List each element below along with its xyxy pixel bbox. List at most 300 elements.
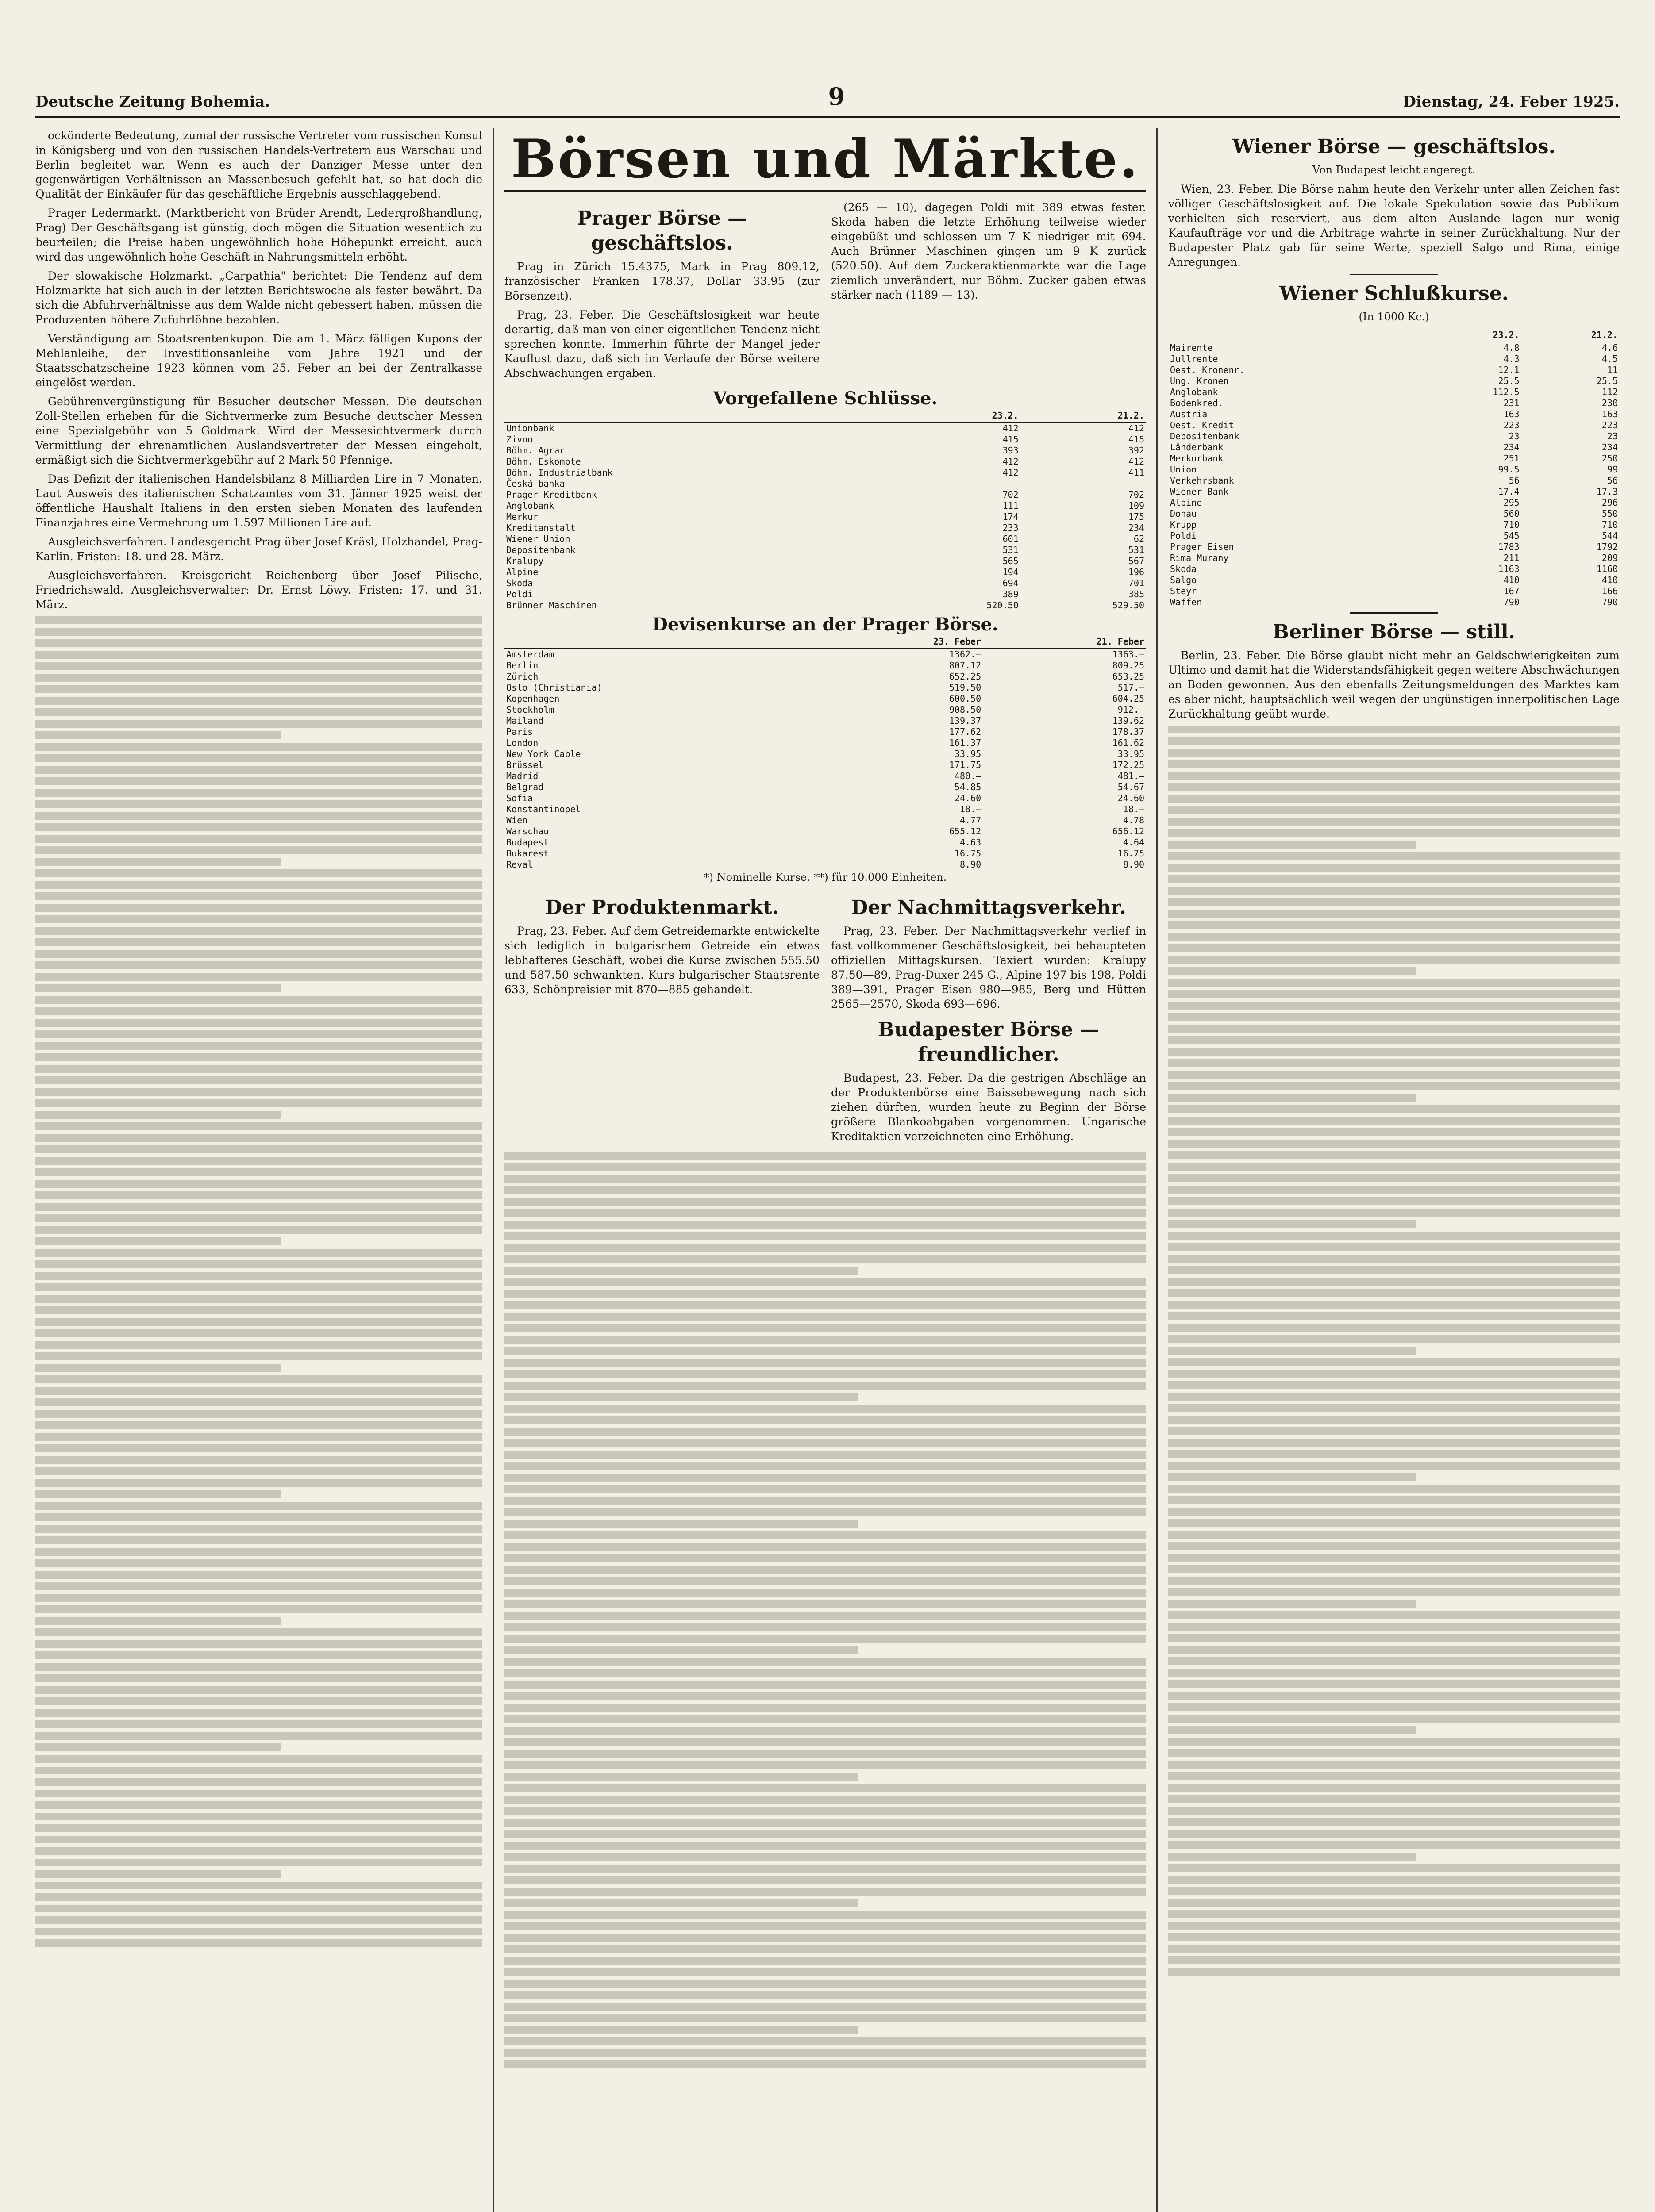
print-line (35, 1191, 482, 1199)
print-line (35, 1778, 482, 1786)
article-paragraph: Ausgleichsverfahren. Kreisgericht Reichenberg über Josef Pilische, Friedrichswald. Ausgleichsverwalter: Dr. Ernst Löwy. Fristen: 17. und 31. März. (35, 569, 482, 611)
print-line (1168, 1945, 1620, 1953)
print-line (35, 1571, 482, 1579)
table-row (1168, 409, 1620, 420)
article-paragraph: Ausgleichsverfahren. Landesgericht Prag über Josef Kräsl, Holzhandel, Prag-Karlin. Fristen: 18. und 28. März. (35, 535, 482, 563)
table-cell: Böhm. Industrialbank (506, 467, 613, 478)
print-line (1168, 967, 1416, 975)
table-cell: 412 (1002, 456, 1019, 467)
print-line (504, 1290, 1146, 1298)
print-line (504, 1865, 1146, 1873)
print-line (1168, 1059, 1620, 1067)
print-line (35, 1767, 482, 1774)
print-line (504, 1704, 1146, 1712)
table-cell: 790 (1503, 597, 1520, 607)
print-line (1168, 1404, 1620, 1412)
print-line (35, 1318, 482, 1326)
table-cell: Budapest (506, 837, 549, 848)
table-cell: Anglobank (506, 500, 554, 511)
print-line (35, 1306, 482, 1314)
table-cell: Wiener Union (506, 534, 570, 544)
article-paragraph: Wien, 23. Feber. Die Börse nahm heute den Verkehr unter allen Zeichen fast völliger Geschäftslosigkeit auf. Die lokale Spekulation sowie das Publikum verhielten sich reserviert, aus dem alten Auslande lagen nur wenig Kaufaufträge vor und die Arbitrage wahrte in seiner Zurückhaltung. Nur der Budapester Platz gab für seine Werte, speziell Salgo und Rima, einige Anregungen. (1168, 183, 1620, 269)
print-line (35, 823, 482, 831)
print-line (1168, 1910, 1620, 1918)
print-line (1168, 1473, 1416, 1481)
table-cell: 701 (1128, 578, 1144, 588)
table-row (504, 434, 1146, 445)
print-line (35, 1111, 281, 1119)
print-line (504, 1416, 1146, 1424)
table-cell: 194 (1002, 567, 1019, 577)
print-line (35, 1870, 281, 1878)
table-cell: 139.37 (949, 715, 981, 726)
print-line (1168, 841, 1416, 849)
print-line (35, 904, 482, 912)
table-cell: Depositenbank (506, 545, 576, 555)
table-cell: 655.12 (949, 826, 981, 837)
prague-heading: Prager Börse — geschäftslos. (577, 207, 747, 254)
print-line (35, 1755, 482, 1763)
print-line (35, 1525, 482, 1533)
print-line (504, 1658, 1146, 1666)
table-cell: 912.— (1117, 704, 1144, 715)
section-divider (1350, 274, 1438, 275)
table-cell: Böhm. Eskompte (506, 456, 581, 467)
print-line (1168, 1358, 1620, 1366)
table-row (1168, 575, 1620, 586)
table-row (504, 456, 1146, 467)
table-cell: 17.3 (1596, 486, 1618, 497)
table-row (1168, 431, 1620, 442)
table-cell: Berlin (506, 660, 539, 671)
table-cell: 296 (1601, 497, 1618, 508)
table-cell: 23 (1509, 431, 1520, 442)
table-cell: Merkurbank (1170, 453, 1224, 464)
table-row (504, 534, 1146, 545)
table-cell: 99 (1607, 464, 1618, 475)
print-line (35, 1467, 482, 1475)
print-line (35, 789, 482, 797)
table-row (1168, 342, 1620, 353)
table-cell: 161.37 (949, 737, 981, 748)
table-row (1168, 541, 1620, 553)
print-line (35, 1088, 482, 1096)
print-line (35, 1697, 482, 1705)
article-paragraph: Prag, 23. Feber. Auf dem Getreidemarkte entwickelte sich lediglich in bulgarischem Getreide ein etwas lebhafteres Geschäft, wobei die Kurse zwischen 555.50 und 587.50 schwankten. Kurs bulgarischer Staatsrente 633, Schönpreisier mit 870—885 gehandelt. (504, 925, 820, 996)
table-row (504, 671, 1146, 682)
print-line (504, 1244, 1146, 1252)
table-cell: Prager Kreditbank (506, 489, 597, 500)
table-cell: 517.— (1117, 682, 1144, 693)
table-cell: 166 (1601, 586, 1618, 596)
table-row (504, 793, 1146, 804)
table-cell: 234 (1601, 442, 1618, 453)
table-cell: 99.5 (1498, 464, 1520, 475)
print-line (35, 1709, 482, 1717)
print-line (35, 1732, 482, 1740)
print-line (1168, 1140, 1620, 1148)
column-right (1168, 128, 1620, 2212)
print-line (35, 800, 482, 808)
table-cell: 251 (1503, 453, 1520, 464)
table-cell: Warschau (506, 826, 549, 837)
print-line (504, 1773, 858, 1781)
table-cell: Donau (1170, 508, 1197, 519)
print-line (504, 1175, 1146, 1183)
print-line (35, 869, 482, 877)
table-cell: Prager Eisen (1170, 541, 1234, 552)
print-line (35, 1272, 482, 1280)
table-cell: 4.3 (1503, 353, 1520, 364)
print-line (35, 1203, 482, 1211)
print-line (35, 1663, 482, 1671)
print-line (1168, 1841, 1620, 1849)
print-line (35, 720, 482, 728)
print-line (1168, 1220, 1416, 1228)
berlin-heading: Berliner Börse — still. (1273, 621, 1515, 643)
nachmittag-heading: Der Nachmittagsverkehr. (851, 896, 1126, 919)
print-line (1168, 1370, 1620, 1378)
print-line (1168, 772, 1620, 780)
print-line (1168, 1289, 1620, 1297)
print-line (35, 1790, 482, 1797)
print-line (35, 1559, 482, 1567)
print-line (1168, 1151, 1620, 1159)
print-line (504, 1715, 1146, 1723)
print-line (35, 1617, 281, 1625)
devisen-table (504, 635, 1146, 870)
print-line (1168, 875, 1620, 883)
print-line (504, 1428, 1146, 1436)
table-row (504, 478, 1146, 489)
table-cell: Rima Murany (1170, 553, 1229, 563)
print-line (35, 1352, 482, 1360)
print-line (35, 1076, 482, 1084)
print-line (1168, 1025, 1620, 1033)
print-line (35, 1628, 482, 1636)
table-cell: 171.75 (949, 760, 981, 770)
print-line (504, 1566, 1146, 1574)
print-line (504, 1807, 1146, 1815)
devisen-heading: Devisenkurse an der Prager Börse. (652, 614, 998, 635)
print-line (35, 1513, 482, 1521)
print-line (1168, 1531, 1620, 1539)
print-line (35, 628, 482, 636)
print-line (504, 1796, 1146, 1804)
print-line (504, 2037, 1146, 2045)
print-line (504, 1589, 1146, 1597)
table-cell: 560 (1503, 508, 1520, 519)
table-cell: Paris (506, 726, 533, 737)
table-cell: Salgo (1170, 575, 1197, 585)
print-line (1168, 1692, 1620, 1700)
table-cell: Bodenkred. (1170, 398, 1224, 408)
print-line (1168, 1094, 1416, 1102)
table-cell: 393 (1002, 445, 1019, 456)
table-row (504, 422, 1146, 434)
table-cell: 908.50 (949, 704, 981, 715)
table-cell: Stockholm (506, 704, 554, 715)
print-line (1168, 795, 1620, 803)
print-line (504, 1784, 1146, 1792)
table-cell: 18.— (959, 804, 981, 814)
table-cell: Česká banka (506, 478, 565, 489)
table-row (504, 600, 1146, 611)
table-cell: 234 (1503, 442, 1520, 453)
print-line (35, 835, 482, 843)
print-line (1168, 1807, 1620, 1815)
print-line (35, 1398, 482, 1406)
table-cell: 694 (1002, 578, 1019, 588)
table-row (504, 737, 1146, 749)
print-line (1168, 1013, 1620, 1021)
table-cell: 112 (1601, 387, 1618, 397)
print-line (1168, 1117, 1620, 1125)
print-line (1168, 898, 1620, 906)
print-line (1168, 1232, 1620, 1240)
table-row (504, 649, 1146, 660)
table-cell: — (1139, 478, 1144, 489)
table-cell: 656.12 (1112, 826, 1144, 837)
print-line (35, 1364, 281, 1372)
page-number: 9 (828, 82, 845, 111)
newspaper-page (35, 53, 1620, 2212)
print-line (1168, 1450, 1620, 1458)
table-row (504, 804, 1146, 815)
print-line (1168, 1324, 1620, 1332)
table-row (1168, 420, 1620, 431)
table-row (504, 760, 1146, 771)
table-row (504, 782, 1146, 793)
table-cell: 172.25 (1112, 760, 1144, 770)
print-line (35, 743, 482, 751)
print-line (504, 1336, 1146, 1344)
table-cell: 231 (1503, 398, 1520, 408)
table-cell: 33.95 (954, 749, 981, 759)
table-cell: 4.78 (1123, 815, 1144, 826)
print-line (504, 1324, 1146, 1332)
print-line (35, 1674, 482, 1682)
table-cell: Poldi (1170, 530, 1197, 541)
print-line (35, 1479, 482, 1487)
print-line (1168, 1657, 1620, 1665)
print-line (1168, 921, 1620, 929)
print-line (1168, 1174, 1620, 1182)
table-cell: 163 (1601, 409, 1618, 419)
schlusskurse-table (1168, 329, 1620, 608)
print-line (35, 1042, 482, 1050)
table-cell: Jullrente (1170, 353, 1218, 364)
schluesse-heading: Vorgefallene Schlüsse. (713, 388, 938, 409)
table-row (1168, 365, 1620, 376)
table-cell: 415 (1002, 434, 1019, 445)
print-line (35, 1157, 482, 1165)
print-line (504, 1221, 1146, 1229)
table-cell: Madrid (506, 771, 539, 781)
print-line (1168, 1128, 1620, 1136)
print-line (35, 1030, 482, 1038)
table-cell: 412 (1128, 456, 1144, 467)
print-line (504, 1612, 1146, 1620)
table-cell: 11 (1607, 365, 1618, 375)
table-cell: Brünner Maschinen (506, 600, 597, 611)
print-line (504, 1888, 1146, 1896)
column-header: 23.2. (1423, 329, 1521, 342)
text-fill (1168, 726, 1620, 1976)
print-line (35, 639, 482, 647)
table-cell: 389 (1002, 589, 1019, 599)
print-line (35, 651, 482, 659)
table-cell: 529.50 (1112, 600, 1144, 611)
table-cell: 412 (1002, 467, 1019, 478)
table-row (504, 682, 1146, 693)
table-row (1168, 497, 1620, 508)
print-line (35, 731, 281, 739)
table-cell: 604.25 (1112, 693, 1144, 704)
print-line (1168, 1784, 1620, 1792)
column-header (504, 409, 894, 422)
print-line (35, 1007, 482, 1015)
article-paragraph: Das Defizit der italienischen Handelsbilanz 8 Milliarden Lire in 7 Monaten. Laut Ausweis des italienischen Schatzamtes vom 31. Jänner 1925 weist der öffentliche Haushalt Italiens in den ersten sieben Monaten des laufenden Finanzjahres eine Vermehrung um 1.597 Millionen Lire auf. (35, 472, 482, 529)
print-line (504, 1232, 1146, 1240)
produkten-heading: Der Produktenmarkt. (545, 896, 779, 919)
table-cell: Mailand (506, 715, 544, 726)
table-cell: 17.4 (1498, 486, 1520, 497)
print-line (504, 1761, 1146, 1769)
table-cell: Wiener Bank (1170, 486, 1229, 497)
print-line (1168, 1381, 1620, 1389)
article-paragraph: Prager Ledermarkt. (Marktbericht von Brüder Arendt, Ledergroßhandlung, Prag) Der Geschäftsgang ist günstig, doch mögen die Situation wesentlich zu beurteilen; die Preise haben ungewöhnlich hohe Höhepunkt erreicht, auch wird das ungewöhnlich hohe Geschäft in Nahrungsmitteln erhöht. (35, 207, 482, 263)
print-line (35, 892, 482, 900)
table-row (1168, 398, 1620, 409)
vienna-subheading: Von Budapest leicht angeregt. (1312, 164, 1475, 176)
table-cell: Böhm. Agrar (506, 445, 565, 456)
print-line (504, 1543, 1146, 1551)
table-cell: Skoda (506, 578, 533, 588)
print-line (35, 1536, 482, 1544)
print-line (504, 2060, 1146, 2068)
table-cell: Austria (1170, 409, 1208, 419)
table-cell: 4.6 (1601, 342, 1618, 353)
print-line (35, 1893, 482, 1901)
table-row (1168, 586, 1620, 597)
text-fill (504, 1152, 1146, 2068)
print-line (1168, 1588, 1620, 1596)
section-title: Börsen und Märkte. (504, 128, 1146, 192)
table-cell: Zivno (506, 434, 533, 445)
print-line (504, 1842, 1146, 1850)
table-row (504, 589, 1146, 600)
table-cell: 177.62 (949, 726, 981, 737)
table-cell: 223 (1601, 420, 1618, 430)
print-line (35, 1134, 482, 1142)
print-line (1168, 1255, 1620, 1263)
print-line (1168, 864, 1620, 872)
table-cell: 601 (1002, 534, 1019, 544)
table-cell: 178.37 (1112, 726, 1144, 737)
print-line (35, 1490, 281, 1498)
devisen-footnote: *) Nominelle Kurse. **) für 10.000 Einheiten. (704, 871, 947, 883)
print-line (1168, 933, 1620, 941)
print-line (504, 1922, 1146, 1930)
print-line (504, 1267, 858, 1275)
print-line (504, 1727, 1146, 1735)
table-cell: 295 (1503, 497, 1520, 508)
table-cell: 223 (1503, 420, 1520, 430)
table-cell: Oslo (Christiania) (506, 682, 602, 693)
table-cell: 54.67 (1117, 782, 1144, 792)
print-line (1168, 1922, 1620, 1930)
print-line (1168, 1956, 1620, 1964)
print-line (1168, 1726, 1416, 1734)
table-cell: 600.50 (949, 693, 981, 704)
table-cell: Alpine (506, 567, 539, 577)
table-row (1168, 464, 1620, 475)
table-cell: 230 (1601, 398, 1618, 408)
table-row (504, 826, 1146, 837)
print-line (1168, 1864, 1620, 1872)
table-cell: 710 (1503, 519, 1520, 530)
table-cell: Unionbank (506, 423, 554, 434)
print-line (35, 1283, 482, 1291)
table-cell: 139.62 (1112, 715, 1144, 726)
print-line (1168, 1830, 1620, 1838)
print-line (35, 1801, 482, 1809)
table-cell: 8.90 (959, 859, 981, 870)
print-line (504, 1554, 1146, 1562)
print-line (1168, 1623, 1620, 1631)
table-cell: 16.75 (954, 848, 981, 859)
table-row (1168, 564, 1620, 575)
table-cell: 702 (1002, 489, 1019, 500)
table-cell: Union (1170, 464, 1197, 475)
table-cell: 234 (1128, 522, 1144, 533)
table-cell: London (506, 737, 539, 748)
print-line (1168, 760, 1620, 768)
print-line (1168, 1542, 1620, 1550)
print-line (504, 1405, 1146, 1413)
print-line (504, 1163, 1146, 1171)
table-row (504, 567, 1146, 578)
print-line (504, 1520, 858, 1528)
print-line (35, 846, 482, 854)
print-line (1168, 1703, 1620, 1711)
print-line (1168, 852, 1620, 860)
print-line (1168, 1508, 1620, 1516)
table-row (504, 693, 1146, 704)
print-line (35, 1824, 482, 1832)
table-row (1168, 387, 1620, 398)
column-header: 21.2. (1521, 329, 1620, 342)
article-paragraph: Gebührenvergünstigung für Besucher deutscher Messen. Die deutschen Zoll-Stellen erheben für die Sichtvermerke zum Besuche deutscher Messen eine Spezialgebühr von 5 Goldmark. Wird der Messesichtvermerk durch Vermittlung der ehrenamtlichen Auslandsvertreter der Messen eingeholt, ermäßigt sich die Sichtvermerkgebühr auf 2 Mark 50 Pfennige. (35, 395, 482, 466)
table-cell: Waffen (1170, 597, 1202, 607)
table-cell: Mairente (1170, 342, 1213, 353)
table-cell: 161.62 (1112, 737, 1144, 748)
table-row (504, 715, 1146, 726)
print-line (504, 2014, 1146, 2022)
table-cell: New York Cable (506, 749, 581, 759)
table-row (504, 556, 1146, 567)
schlusskurse-unit: (In 1000 Kc.) (1359, 311, 1429, 323)
print-line (504, 1980, 1146, 1988)
print-line (35, 812, 482, 820)
print-line (1168, 1646, 1620, 1654)
article-paragraph: (265 — 10), dagegen Poldi mit 389 etwas fester. Skoda haben die letzte Erhöhung teilweise wieder eingebüßt und schlossen um 7 K niedriger mit 694. Auch Brünner Maschinen gingen um 9 K zurück (520.50). Auf dem Zuckeraktienmarkte war die Lage ziemlich unverändert, nur Böhm. Zucker gaben etwas stärker nach (1189 — 13). (831, 201, 1146, 301)
print-line (1168, 1163, 1620, 1171)
table-cell: 163 (1503, 409, 1520, 419)
print-line (35, 1329, 482, 1337)
print-line (35, 1249, 482, 1257)
